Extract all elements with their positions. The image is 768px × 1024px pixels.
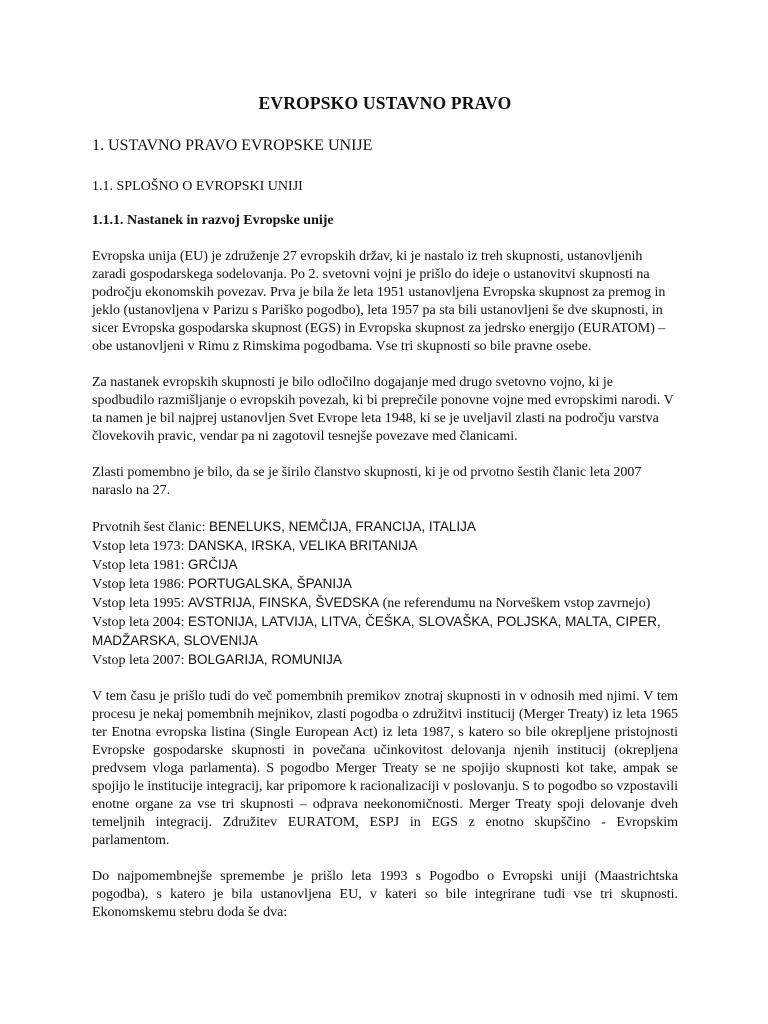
accession-label: Vstop leta 1995: [92, 596, 189, 611]
accession-row [92, 537, 678, 556]
subsection-heading: 1.1.1. Nastanek in razvoj Evropske unije [92, 213, 334, 228]
accession-note: (ne referendumu na Norveškem vstop zavrnejo) [379, 596, 651, 611]
accession-countries: GRČIJA [188, 557, 238, 572]
accession-label: Vstop leta 1973: [92, 539, 189, 554]
paragraph-developments: V tem času je prišlo tudi do več pomembnih premikov znotraj skupnosti in v odnosih med njimi. V tem procesu je nekaj pomembnih mejnikov, zlasti pogodba o združitvi institucij (Merger Treaty) iz leta 1965 ter Enotna evropska listina (Single European Act) iz leta 1987, s katero so bile okrepljene pristojnosti Evropske gospodarske skupnosti in povečana učinkovitost delovanja njenih institucij (okrepljena predvsem vloga parlamenta). S pogodbo Merger Treaty se ne spojijo skupnosti kot take, ampak se spojijo le institucije integracij, kar pripomore k racionalizaciji v poslovanju. S to pogodbo so vzpostavili enotne organe za vse tri skupnosti – odprava neekonomičnosti. Merger Treaty spoji delovanje dveh temeljnih integracij. Združitev EURATOM, ESPJ in EGS z enotno skupščino - Evropskim parlamentom. [92, 689, 678, 848]
accession-countries: DANSKA, IRSKA, VELIKA BRITANIJA [188, 538, 418, 553]
accession-row [92, 613, 678, 651]
accession-row [92, 518, 678, 537]
accession-label: Prvotnih šest članic: [92, 520, 210, 535]
accession-label: Vstop leta 1981: [92, 558, 189, 573]
accession-countries: AVSTRIJA, FINSKA, ŠVEDSKA [188, 595, 380, 610]
accession-row [92, 556, 678, 575]
paragraph-origins: Evropska unija (EU) je združenje 27 evropskih držav, ki je nastalo iz treh skupnosti, ustanovljenih zaradi gospodarskega sodelovanja. Po 2. svetovni vojni je prišlo do ideje o ustanovitvi skupnosti na področju ekonomskih povezav. Prva je bila že leta 1951 ustanovljena Evropska skupnost za premog in jeklo (ustanovljena v Parizu s Pariško pogodbo), leta 1957 pa sta bili ustanovljeni še dve skupnosti, in sicer Evropska gospodarska skupnost (EGS) in Evropska skupnost za jedrsko energijo (EURATOM) – obe ustanovljeni v Rimu z Rimskima pogodbama. Vse tri skupnosti so bile pravne osebe. [92, 249, 666, 354]
accession-countries: BENELUKS, NEMČIJA, FRANCIJA, ITALIJA [209, 519, 476, 534]
accession-row [92, 651, 678, 670]
accession-label: Vstop leta 1986: [92, 577, 189, 592]
document-title: EVROPSKO USTAVNO PRAVO [258, 93, 512, 113]
accession-row [92, 575, 678, 594]
chapter-heading: 1. USTAVNO PRAVO EVROPSKE UNIJE [92, 137, 373, 154]
section-heading: 1.1. SPLOŠNO O EVROPSKI UNIJI [92, 179, 303, 194]
accession-label: Vstop leta 2007: [92, 653, 189, 668]
accession-label: Vstop leta 2004: [92, 615, 189, 630]
accession-countries: BOLGARIJA, ROMUNIJA [188, 652, 342, 667]
accession-row [92, 594, 678, 613]
accession-countries: ESTONIJA, LATVIJA, LITVA, ČEŠKA, SLOVAŠKA, POLJSKA, MALTA, CIPER, MADŽARSKA, SLOVENIJA [92, 614, 661, 648]
accession-list [92, 518, 678, 670]
paragraph-membership: Zlasti pomembno je bilo, da se je širilo članstvo skupnosti, ki je od prvotno šestih članic leta 2007 naraslo na 27. [92, 465, 642, 498]
paragraph-maastricht: Do najpomembnejše spremembe je prišlo leta 1993 s Pogodbo o Evropski uniji (Maastrichtska pogodba), s katero je bila ustanovljena EU, v kateri so bile integrirane tudi vse tri skupnosti. Ekonomskemu stebru doda še dva: [92, 869, 678, 920]
paragraph-background: Za nastanek evropskih skupnosti je bilo odločilno dogajanje med drugo svetovno vojno, ki je spodbudilo razmišljanje o evropskih povezah, ki bi preprečile ponovne vojne med evropskimi narodi. V ta namen je bil najprej ustanovljen Svet Evrope leta 1948, ki se je uveljavil zlasti na področju varstva človekovih pravic, vendar pa ni zagotovil tesnejše povezave med članicami. [92, 375, 674, 444]
accession-countries: PORTUGALSKA, ŠPANIJA [188, 576, 352, 591]
